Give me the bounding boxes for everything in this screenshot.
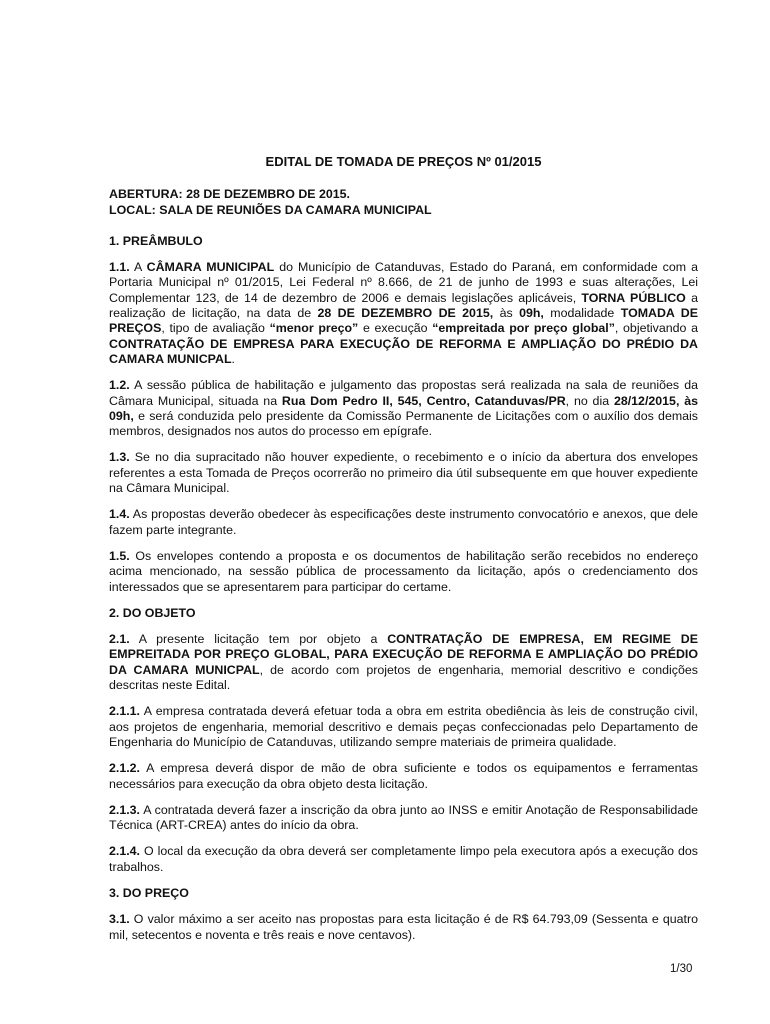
bold-text-run: 28 DE DEZEMBRO DE 2015, bbox=[317, 306, 494, 321]
text-run: O valor máximo a ser aceito nas propostas para esta licitação é de R$ 64.793,09 (Sessenta e quatro mil, setecentos e noventa e três reais e nove centavos). bbox=[109, 912, 698, 942]
bold-text-run: 2.1.2. bbox=[109, 761, 141, 776]
bold-text-run: TORNA PÚBLICO bbox=[581, 290, 686, 305]
bold-text-run: 1.3. bbox=[109, 450, 130, 465]
bold-text-run: 2.1.4. bbox=[109, 844, 141, 859]
clause-paragraph bbox=[109, 844, 698, 875]
text-run: , no dia bbox=[565, 393, 614, 408]
bold-text-run: 1.4. bbox=[109, 507, 130, 522]
meeting-location: LOCAL: SALA DE REUNIÕES DA CAMARA MUNICIPAL bbox=[109, 202, 432, 217]
text-run: e será conduzida pelo presidente da Comissão Permanente de Licitações com o auxílio dos demais membros, designados nos autos do processo em epígrafe. bbox=[109, 408, 698, 439]
text-run: e execução bbox=[358, 321, 433, 336]
bold-text-run: Rua Dom Pedro II, 545, Centro, Catanduvas/PR bbox=[281, 393, 566, 408]
text-run: , tipo de avaliação bbox=[161, 321, 270, 336]
text-run: A empresa contratada deverá efetuar toda a obra em estrita obediência às leis de construção civil, aos projetos de engenharia, memorial descritivo e demais peças confeccionadas pelo Departamento de Engenharia do Município de Catanduvas, utilizando sempre materiais de primeira qualidade. bbox=[109, 704, 698, 749]
text-run: do Município de Catanduvas, Estado do Paraná, em conformidade com a Portaria Municipal nº 01/2015, Lei Federal nº 8.666, de 21 de junho de 1993 e suas alterações, Lei Complementar 123, de 14 de dezembro de 2006 e demais legislações aplicáveis, bbox=[109, 260, 698, 305]
clause-paragraph bbox=[109, 704, 698, 750]
text-run: O local da execução da obra deverá ser completamente limpo pela executora após a execução dos trabalhos. bbox=[109, 844, 698, 874]
clause-paragraph bbox=[109, 378, 698, 439]
bold-text-run: 2.1.3. bbox=[109, 802, 141, 817]
opening-date: ABERTURA: 28 DE DEZEMBRO DE 2015. bbox=[109, 187, 350, 202]
bold-text-run: 1.5. bbox=[109, 548, 130, 563]
clause-paragraph bbox=[109, 260, 698, 367]
document-title: EDITAL DE TOMADA DE PREÇOS Nº 01/2015 bbox=[265, 154, 542, 169]
bold-text-run: 2.1. bbox=[109, 632, 130, 647]
clause-paragraph bbox=[109, 549, 698, 595]
text-run: . bbox=[231, 351, 235, 366]
page-number: 1/30 bbox=[670, 963, 693, 975]
bold-text-run: TOMADA DE PREÇOS bbox=[109, 306, 699, 336]
text-run: A presente licitação tem por objeto a bbox=[129, 632, 388, 647]
document-sections bbox=[109, 234, 698, 943]
clause-paragraph bbox=[109, 761, 698, 792]
text-run: A sessão pública de habilitação e julgamento das propostas será realizada na sala de reuniões da Câmara Municipal, situada na bbox=[109, 378, 698, 408]
bold-text-run: 09h, bbox=[519, 306, 544, 321]
text-run: modalidade bbox=[543, 306, 621, 321]
text-run: às bbox=[493, 306, 520, 321]
text-run: A empresa deverá dispor de mão de obra suficiente e todos os equipamentos e ferramentas necessários para execução da obra objeto desta licitação. bbox=[109, 761, 698, 791]
text-run: , de acordo com projetos de engenharia, memorial descritivo e condições descritas neste Edital. bbox=[109, 662, 698, 693]
bold-text-run: CÂMARA MUNICIPAL bbox=[146, 260, 275, 275]
bold-text-run: 3.1. bbox=[109, 912, 130, 927]
clause-paragraph bbox=[109, 450, 698, 496]
text-run: , objetivando a bbox=[614, 321, 698, 336]
bold-text-run: “menor preço” bbox=[269, 321, 359, 336]
bold-text-run: 2.1.1. bbox=[109, 704, 141, 719]
text-run: a realização de licitação, na data de bbox=[109, 290, 698, 321]
bold-text-run: 1.1. bbox=[109, 260, 130, 275]
clause-paragraph bbox=[109, 507, 698, 538]
section-heading: 2. DO OBJETO bbox=[109, 605, 196, 620]
text-run: A bbox=[129, 260, 147, 275]
text-run: Os envelopes contendo a proposta e os documentos de habilitação serão recebidos no endereço acima mencionado, na sessão pública de processamento da licitação, após o credenciamento dos interessados que se apresentarem para participar do certame. bbox=[109, 548, 698, 594]
section-heading: 3. DO PREÇO bbox=[109, 885, 189, 900]
clause-paragraph bbox=[109, 632, 698, 693]
text-run: As propostas deverão obedecer às especificações deste instrumento convocatório e anexos, que dele fazem parte integrante. bbox=[109, 507, 698, 537]
section-heading: 1. PREÂMBULO bbox=[109, 233, 203, 248]
bold-text-run: CONTRATAÇÃO DE EMPRESA PARA EXECUÇÃO DE REFORMA E AMPLIAÇÃO DO PRÉDIO DA CAMARA MUNICPAL bbox=[109, 336, 698, 366]
bold-text-run: 1.2. bbox=[109, 378, 130, 393]
clause-paragraph bbox=[109, 803, 698, 834]
text-run: A contratada deverá fazer a inscrição da obra junto ao INSS e emitir Anotação de Responsabilidade Técnica (ART-CREA) antes do início da obra. bbox=[109, 802, 698, 833]
document-body bbox=[109, 154, 698, 954]
bold-text-run: “empreitada por preço global” bbox=[432, 321, 615, 336]
text-run: Se no dia supracitado não houver expediente, o recebimento e o início da abertura dos envelopes referentes a esta Tomada de Preços ocorrerão no primeiro dia útil subsequente em que houver expediente na Câmara Municipal. bbox=[109, 450, 698, 496]
bold-text-run: CONTRATAÇÃO DE EMPRESA, EM REGIME DE EMPREITADA POR PREÇO GLOBAL, PARA EXECUÇÃO DE REFORMA E AMPLIAÇÃO DO PRÉDIO DA CAMARA MUNICPAL bbox=[109, 632, 699, 677]
bold-text-run: 28/12/2015, às 09h, bbox=[109, 393, 699, 423]
clause-paragraph bbox=[109, 912, 698, 943]
